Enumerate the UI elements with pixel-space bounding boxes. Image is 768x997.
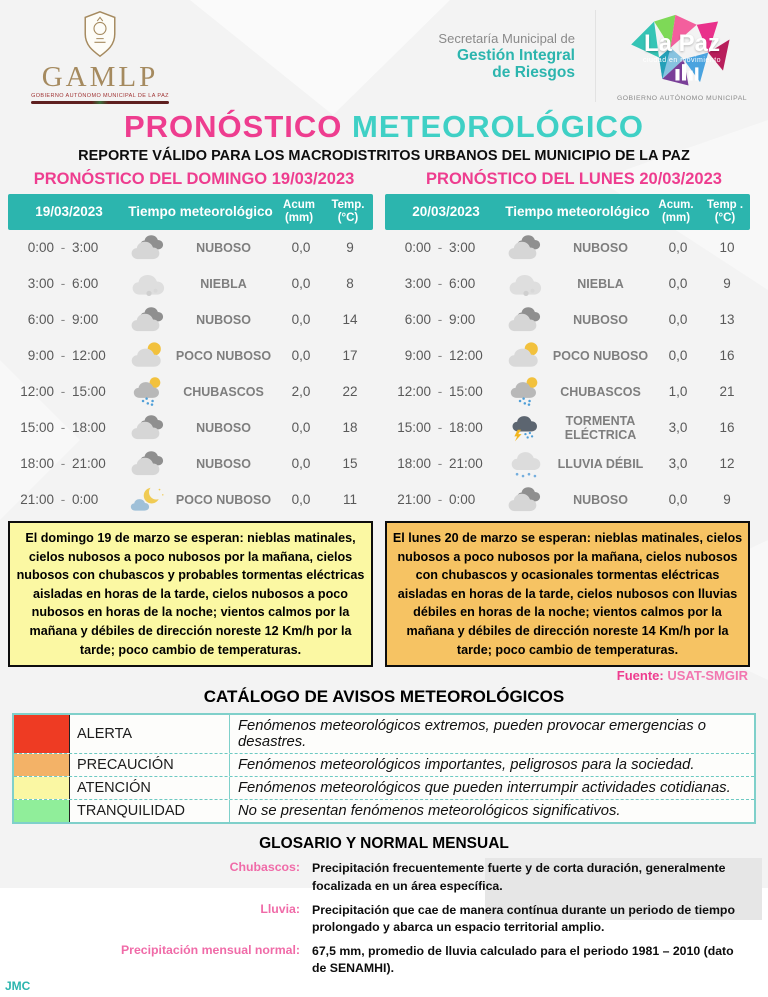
alert-level-description: Fenómenos meteorológicos que pueden interrumpir actividades cotidianas. xyxy=(238,780,731,797)
glossary-item xyxy=(0,860,768,894)
time-range xyxy=(8,240,126,255)
time-range xyxy=(385,384,503,399)
source-line xyxy=(0,668,768,683)
secretaria-block xyxy=(438,10,591,81)
alert-color-swatch xyxy=(14,800,70,822)
alert-color-swatch xyxy=(14,715,70,753)
weather-description: POCO NUBOSO xyxy=(175,348,272,363)
forecast-row xyxy=(8,374,373,410)
temperature-value: 11 xyxy=(342,492,357,508)
cloudy-icon xyxy=(503,484,549,515)
catalog-row xyxy=(14,715,754,753)
accumulation-value: 0,0 xyxy=(668,312,688,328)
gamlp-acronym: GAMLP xyxy=(41,61,159,93)
time-to: 18:00 xyxy=(72,420,106,436)
forecast-row xyxy=(385,266,750,302)
title-part-2: METEOROLÓGICO xyxy=(352,109,645,144)
time-range xyxy=(8,384,126,399)
alert-level-description: Fenómenos meteorológicos importantes, peligrosos para la sociedad. xyxy=(238,757,695,774)
forecast-row xyxy=(8,446,373,482)
time-to: 6:00 xyxy=(72,276,99,292)
accumulation-value: 0,0 xyxy=(668,240,688,256)
time-to: 12:00 xyxy=(449,348,483,364)
time-from: 9:00 xyxy=(404,348,431,364)
glossary-definition: 67,5 mm, promedio de lluvia calculado para el periodo 1981 – 2010 (dato de SENAMHI). xyxy=(312,944,734,976)
alert-color-swatch xyxy=(14,754,70,776)
header-divider xyxy=(595,10,596,102)
lapaz-logo xyxy=(606,10,758,102)
time-to: 6:00 xyxy=(449,276,476,292)
accumulation-value: 0,0 xyxy=(291,420,311,436)
weather-description: NUBOSO xyxy=(196,312,251,327)
summary-monday: El lunes 20 de marzo se esperan: nieblas matinales, cielos nubosos a poco nubosos por la mañana, cielos nubosos con chubascos y ocasionales tormentas eléctricas aisladas en horas de la tarde, cielos nubosos con lluvias débiles en horas de la noche; vientos calmos por la mañana y débiles de dirección noreste 14 Km/h por la tarde; poco cambio de temperaturas. xyxy=(385,521,750,667)
column-temp: Temp . (°C) xyxy=(706,198,744,224)
time-from: 18:00 xyxy=(20,456,54,472)
time-from: 15:00 xyxy=(20,420,54,436)
cloudy-icon xyxy=(126,304,172,335)
temperature-value: 21 xyxy=(719,384,735,400)
alerts-catalog xyxy=(12,687,756,824)
time-to: 15:00 xyxy=(72,384,106,400)
time-to: 9:00 xyxy=(449,312,476,328)
forecast-table-sunday xyxy=(8,194,373,518)
table-header xyxy=(8,194,373,230)
forecast-summaries xyxy=(0,521,768,667)
accumulation-value: 0,0 xyxy=(291,348,311,364)
catalog-title: CATÁLOGO DE AVISOS METEOROLÓGICOS xyxy=(203,687,565,707)
time-from: 0:00 xyxy=(404,240,431,256)
time-separator: - xyxy=(60,420,66,436)
cloudy-icon xyxy=(503,232,549,263)
weather-description: NUBOSO xyxy=(573,312,628,327)
weather-description: NUBOSO xyxy=(196,240,251,255)
lapaz-footer: GOBIERNO AUTÓNOMO MUNICIPAL xyxy=(616,95,748,102)
temperature-value: 12 xyxy=(719,456,735,472)
glossary-item xyxy=(0,943,768,977)
temperature-value: 10 xyxy=(719,240,735,256)
time-from: 6:00 xyxy=(404,312,431,328)
report-header xyxy=(0,0,768,110)
accumulation-value: 0,0 xyxy=(668,348,688,364)
time-separator: - xyxy=(437,456,443,472)
time-range xyxy=(8,348,126,363)
accumulation-value: 0,0 xyxy=(291,240,311,256)
weather-description: NUBOSO xyxy=(573,240,628,255)
accumulation-value: 0,0 xyxy=(668,276,688,292)
rain-icon xyxy=(503,448,549,479)
time-separator: - xyxy=(437,312,443,328)
time-range xyxy=(385,456,503,471)
weather-description: POCO NUBOSO xyxy=(175,492,272,507)
temperature-value: 22 xyxy=(342,384,358,400)
catalog-row xyxy=(14,776,754,799)
time-separator: - xyxy=(437,384,443,400)
glossary-definition: Precipitación que cae de manera contínua durante un periodo de tiempo prolongado y abarca un espacio territorial amplio. xyxy=(312,902,735,934)
weather-description: LLUVIA DÉBIL xyxy=(557,456,644,471)
time-to: 3:00 xyxy=(449,240,476,256)
storm-icon xyxy=(503,412,549,443)
time-separator: - xyxy=(60,312,66,328)
time-from: 18:00 xyxy=(397,456,431,472)
table-rows xyxy=(8,230,373,518)
time-separator: - xyxy=(437,276,443,292)
catalog-row xyxy=(14,753,754,776)
showers-icon xyxy=(126,376,172,407)
accumulation-value: 2,0 xyxy=(291,384,311,400)
time-separator: - xyxy=(60,492,66,508)
forecast-row xyxy=(8,230,373,266)
partly-sunny-icon xyxy=(126,340,172,371)
forecast-row xyxy=(8,482,373,518)
forecast-row xyxy=(8,302,373,338)
time-separator: - xyxy=(437,348,443,364)
temperature-value: 8 xyxy=(346,276,354,292)
column-acum: Acum (mm) xyxy=(283,198,315,224)
temperature-value: 9 xyxy=(346,240,354,256)
weather-description: NIEBLA xyxy=(200,276,247,291)
cloudy-icon xyxy=(126,448,172,479)
alert-level-label: TRANQUILIDAD xyxy=(70,800,230,822)
heading-sunday: PRONÓSTICO DEL DOMINGO 19/03/2023 xyxy=(33,169,355,188)
accumulation-value: 0,0 xyxy=(291,492,311,508)
cloudy-icon xyxy=(126,232,172,263)
accumulation-value: 0,0 xyxy=(291,312,311,328)
time-to: 9:00 xyxy=(72,312,99,328)
temperature-value: 15 xyxy=(342,456,358,472)
lapaz-name: La Paz xyxy=(643,30,721,57)
time-from: 6:00 xyxy=(27,312,54,328)
time-from: 15:00 xyxy=(397,420,431,436)
forecast-row xyxy=(385,230,750,266)
time-separator: - xyxy=(437,420,443,436)
forecast-row xyxy=(8,266,373,302)
time-separator: - xyxy=(60,240,66,256)
secretaria-line3: de Riesgos xyxy=(492,63,575,81)
secretaria-line1: Secretaría Municipal de xyxy=(438,31,575,46)
forecast-row xyxy=(8,410,373,446)
fog-icon xyxy=(126,268,172,299)
forecast-row xyxy=(385,374,750,410)
glossary-term: Lluvia: xyxy=(260,901,300,916)
source-label: Fuente: xyxy=(616,668,664,684)
night-icon xyxy=(126,484,172,515)
accumulation-value: 3,0 xyxy=(668,420,688,436)
forecast-row xyxy=(385,446,750,482)
time-from: 12:00 xyxy=(20,384,54,400)
weather-description: CHUBASCOS xyxy=(560,384,641,399)
glossary-title: GLOSARIO Y NORMAL MENSUAL xyxy=(259,835,509,853)
time-separator: - xyxy=(60,456,66,472)
time-range xyxy=(385,276,503,291)
glossary-item xyxy=(0,902,768,936)
time-to: 3:00 xyxy=(72,240,99,256)
weather-description: NUBOSO xyxy=(573,492,628,507)
time-to: 21:00 xyxy=(449,456,483,472)
source-value: USAT-SMGIR xyxy=(667,668,748,684)
report-subtitle: REPORTE VÁLIDO PARA LOS MACRODISTRITOS URBANOS DEL MUNICIPIO DE LA PAZ xyxy=(78,147,690,164)
gamlp-ribbon xyxy=(31,101,169,104)
time-to: 21:00 xyxy=(72,456,106,472)
cloudy-icon xyxy=(503,304,549,335)
glossary-definition: Precipitación frecuentemente fuerte y de corta duración, generalmente focalizada en un área específica. xyxy=(312,861,726,893)
time-range xyxy=(8,276,126,291)
time-from: 3:00 xyxy=(404,276,431,292)
table-rows xyxy=(385,230,750,518)
time-to: 0:00 xyxy=(72,492,99,508)
weather-description: POCO NUBOSO xyxy=(552,348,649,363)
accumulation-value: 0,0 xyxy=(291,456,311,472)
temperature-value: 14 xyxy=(342,312,358,328)
fog-icon xyxy=(503,268,549,299)
summary-sunday: El domingo 19 de marzo se esperan: nieblas matinales, cielos nubosos a poco nubosos por la mañana, cielos nubosos con chubascos y probables tormentas eléctricas aisladas en horas de la tarde, cielos nubosos a poco nubosos en horas de la noche; vientos calmos por la mañana y débiles de dirección noreste 12 Km/h por la tarde; poco cambio de temperaturas. xyxy=(8,521,373,667)
time-separator: - xyxy=(60,276,66,292)
weather-description: TORMENTA ELÉCTRICA xyxy=(564,413,637,442)
author-initials: JMC xyxy=(5,978,31,993)
forecast-row xyxy=(8,338,373,374)
time-to: 15:00 xyxy=(449,384,483,400)
catalog-row xyxy=(14,799,754,822)
time-to: 18:00 xyxy=(449,420,483,436)
temperature-value: 9 xyxy=(723,276,731,292)
gamlp-subtitle: GOBIERNO AUTÓNOMO MUNICIPAL DE LA PAZ xyxy=(31,93,169,99)
accumulation-value: 3,0 xyxy=(668,456,688,472)
time-separator: - xyxy=(437,492,443,508)
glossary-term: Chubascos: xyxy=(229,860,300,875)
gamlp-shield-icon xyxy=(78,10,122,58)
time-range xyxy=(385,240,503,255)
weather-description: NIEBLA xyxy=(577,276,624,291)
time-range xyxy=(385,348,503,363)
glossary-section xyxy=(0,832,768,996)
table-header xyxy=(385,194,750,230)
time-from: 9:00 xyxy=(27,348,54,364)
time-separator: - xyxy=(60,348,66,364)
time-range xyxy=(385,312,503,327)
catalog-table xyxy=(12,713,756,824)
column-date: 19/03/2023 xyxy=(35,204,103,220)
temperature-value: 16 xyxy=(719,348,735,364)
time-range xyxy=(8,420,126,435)
time-range xyxy=(8,456,126,471)
time-range xyxy=(385,492,503,507)
alert-level-label: ALERTA xyxy=(70,715,230,753)
time-range xyxy=(8,492,126,507)
weather-description: NUBOSO xyxy=(196,420,251,435)
weather-description: NUBOSO xyxy=(196,456,251,471)
time-to: 0:00 xyxy=(449,492,476,508)
temperature-value: 18 xyxy=(342,420,358,436)
accumulation-value: 0,0 xyxy=(668,492,688,508)
time-from: 21:00 xyxy=(397,492,431,508)
heading-monday: PRONÓSTICO DEL LUNES 20/03/2023 xyxy=(426,169,722,188)
temperature-value: 17 xyxy=(342,348,358,364)
column-temp: Temp. (°C) xyxy=(331,198,365,224)
forecast-row xyxy=(385,302,750,338)
column-date: 20/03/2023 xyxy=(412,204,480,220)
temperature-value: 9 xyxy=(723,492,731,508)
lapaz-tagline: ciudad en movimiento xyxy=(642,57,722,64)
time-range xyxy=(385,420,503,435)
temperature-value: 13 xyxy=(719,312,735,328)
time-range xyxy=(8,312,126,327)
column-tiempo: Tiempo meteorológico xyxy=(505,204,650,220)
secretaria-line2: Gestión Integral xyxy=(457,46,575,64)
showers-icon xyxy=(503,376,549,407)
time-from: 3:00 xyxy=(27,276,54,292)
title-part-1: PRONÓSTICO xyxy=(123,109,343,144)
forecast-row xyxy=(385,482,750,518)
alert-level-label: PRECAUCIÓN xyxy=(70,754,230,776)
forecast-table-monday xyxy=(385,194,750,518)
weather-description: CHUBASCOS xyxy=(183,384,264,399)
time-from: 0:00 xyxy=(27,240,54,256)
forecast-row xyxy=(385,338,750,374)
alert-level-description: No se presentan fenómenos meteorológicos significativos. xyxy=(238,803,621,820)
time-from: 12:00 xyxy=(397,384,431,400)
cloudy-icon xyxy=(126,412,172,443)
forecast-tables xyxy=(0,194,768,518)
time-to: 12:00 xyxy=(72,348,106,364)
gamlp-logo xyxy=(16,10,184,104)
time-separator: - xyxy=(437,240,443,256)
alert-level-label: ATENCIÓN xyxy=(70,777,230,799)
alert-color-swatch xyxy=(14,777,70,799)
page-title xyxy=(0,111,768,144)
temperature-value: 16 xyxy=(719,420,735,436)
time-separator: - xyxy=(60,384,66,400)
time-from: 21:00 xyxy=(20,492,54,508)
column-tiempo: Tiempo meteorológico xyxy=(128,204,273,220)
accumulation-value: 0,0 xyxy=(291,276,311,292)
accumulation-value: 1,0 xyxy=(668,384,688,400)
alert-level-description: Fenómenos meteorológicos extremos, pueden provocar emergencias o desastres. xyxy=(238,718,706,751)
partly-sunny-icon xyxy=(503,340,549,371)
forecast-row xyxy=(385,410,750,446)
glossary-term: Precipitación mensual normal: xyxy=(120,943,300,958)
column-acum: Acum. (mm) xyxy=(658,198,694,224)
forecast-headings xyxy=(0,170,768,189)
